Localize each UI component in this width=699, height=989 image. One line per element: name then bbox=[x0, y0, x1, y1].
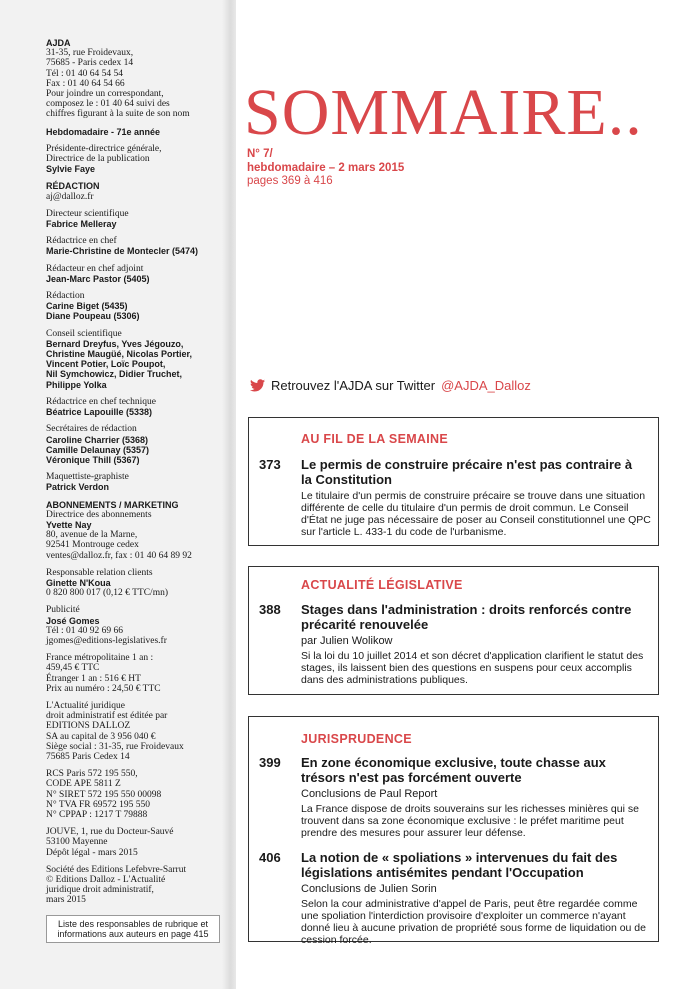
masthead-line: Directrice de la publication bbox=[46, 154, 150, 165]
masthead-line: jgomes@editions-legislatives.fr bbox=[46, 635, 167, 646]
masthead-block bbox=[46, 865, 232, 906]
article-author: Conclusions de Paul Report bbox=[301, 788, 438, 800]
article-summary: La France dispose de droits souverains sur les richesses minières qui se trouvent dans sa zone économique exclusive : le préfet maritime peut prendre des mesures pour assurer leur défense. bbox=[301, 803, 639, 839]
masthead-block bbox=[46, 769, 232, 820]
masthead-block bbox=[46, 264, 232, 284]
masthead-line: Marie-Christine de Montecler (5474) bbox=[46, 246, 199, 257]
masthead-line: 75685 - Paris cedex 14 bbox=[46, 58, 134, 69]
masthead-line: Société des Editions Lefebvre-Sarrut bbox=[46, 864, 187, 875]
masthead-line: N° CPPAP : 1217 T 79888 bbox=[46, 810, 148, 820]
page-title: SOMMAIRE.. bbox=[244, 76, 643, 149]
masthead-line: Diane Poupeau (5306) bbox=[46, 311, 140, 322]
masthead-block bbox=[46, 291, 232, 322]
issue-pages: pages 369 à 416 bbox=[247, 175, 333, 187]
masthead-line: 459,45 € TTC bbox=[46, 663, 100, 674]
article-page-number: 388 bbox=[259, 602, 281, 617]
masthead-line: Caroline Charrier (5368) bbox=[46, 434, 149, 445]
masthead-line: N° TVA FR 69572 195 550 bbox=[46, 799, 151, 810]
masthead-line: 53100 Mayenne bbox=[46, 837, 108, 848]
issue-date: hebdomadaire – 2 mars 2015 bbox=[247, 161, 405, 174]
twitter-promo bbox=[250, 378, 531, 393]
masthead-line: Ginette N'Koua bbox=[46, 577, 111, 588]
masthead bbox=[46, 38, 232, 913]
section-title: ACTUALITÉ LÉGISLATIVE bbox=[301, 578, 463, 592]
masthead-line: aj@dalloz.fr bbox=[46, 191, 94, 202]
masthead-line: Yvette Nay bbox=[46, 519, 92, 530]
section-box-actualite-legislative bbox=[248, 566, 659, 695]
masthead-line: France métropolitaine 1 an : bbox=[46, 653, 154, 664]
masthead-block bbox=[46, 701, 232, 762]
issue-info bbox=[247, 148, 404, 189]
masthead-line: juridique droit administratif, bbox=[46, 885, 154, 896]
article-page-number: 373 bbox=[259, 457, 281, 472]
masthead-line: Étranger 1 an : 516 € HT bbox=[46, 673, 141, 684]
article-page-number: 399 bbox=[259, 755, 281, 770]
masthead-block bbox=[46, 500, 232, 561]
masthead-line: Fabrice Melleray bbox=[46, 219, 117, 230]
article-summary: Le titulaire d'un permis de construire précaire se trouve dans une situation différente de celle du titulaire d'un permis de droit commun. Le Conseil d'État ne juge pas nécessaire de poser au Conseil constitutionnel une QPC sur l'article L. 433-1 du code de l'urbanisme. bbox=[301, 490, 651, 538]
article-title[interactable]: Le permis de construire précaire n'est pas contraire à la Constitution bbox=[301, 457, 633, 487]
masthead-line: Publicité bbox=[46, 605, 80, 616]
masthead-line: 75685 Paris Cedex 14 bbox=[46, 751, 130, 762]
masthead-block bbox=[46, 38, 232, 120]
masthead-line: Rédacteur en chef adjoint bbox=[46, 263, 144, 274]
masthead-line: Prix au numéro : 24,50 € TTC bbox=[46, 683, 161, 694]
masthead-line: Directrice des abonnements bbox=[46, 509, 152, 520]
masthead-line: JOUVE, 1, rue du Docteur-Sauvé bbox=[46, 827, 174, 838]
masthead-line: Siège social : 31-35, rue Froidevaux bbox=[46, 741, 184, 752]
masthead-line: CODE APE 5811 Z bbox=[46, 779, 121, 790]
editorial-notice-box bbox=[46, 915, 220, 943]
masthead-line: Sylvie Faye bbox=[46, 164, 96, 175]
article-author: Conclusions de Julien Sorin bbox=[301, 883, 437, 895]
masthead-line: Hebdomadaire - 71e année bbox=[46, 126, 161, 137]
masthead-line: EDITIONS DALLOZ bbox=[46, 721, 131, 732]
masthead-line: Vincent Potier, Loïc Poupot, bbox=[46, 359, 166, 370]
masthead-line: 92541 Montrouge cedex bbox=[46, 540, 139, 551]
masthead-block bbox=[46, 236, 232, 256]
masthead-line: Tél : 01 40 64 54 54 bbox=[46, 68, 124, 79]
masthead-line: Rédactrice en chef bbox=[46, 236, 117, 247]
article-page-number: 406 bbox=[259, 850, 281, 865]
article-title[interactable]: En zone économique exclusive, toute chasse aux trésors n'est pas forcément ouverte bbox=[301, 755, 606, 785]
article-title[interactable]: La notion de « spoliations » intervenues du fait des législations antisémites pendant l'Occupation bbox=[301, 850, 618, 880]
masthead-line: Pour joindre un correspondant, bbox=[46, 89, 164, 100]
masthead-line: Nil Symchowicz, Didier Truchet, bbox=[46, 369, 183, 380]
article-summary: Selon la cour administrative d'appel de Paris, peut être regardée comme une spoliation l'interdiction provisoire d'exploiter un commerce n'ayant donné lieu à aucune privation de propriété sous forme de liquidation ou de cession forcée. bbox=[301, 898, 646, 946]
masthead-block bbox=[46, 144, 232, 175]
article-author: par Julien Wolikow bbox=[301, 635, 393, 647]
twitter-text: Retrouvez l'AJDA sur Twitter bbox=[271, 378, 436, 393]
masthead-line: Conseil scientifique bbox=[46, 328, 122, 339]
masthead-line: N° SIRET 572 195 550 00098 bbox=[46, 789, 162, 800]
masthead-line: Maquettiste-graphiste bbox=[46, 472, 129, 483]
twitter-handle-link[interactable]: @AJDA_Dalloz bbox=[441, 378, 531, 393]
section-box-jurisprudence bbox=[248, 716, 659, 946]
masthead-line: Tél : 01 40 92 69 66 bbox=[46, 625, 124, 636]
masthead-line: Directeur scientifique bbox=[46, 208, 129, 219]
masthead-line: Jean-Marc Pastor (5405) bbox=[46, 273, 150, 284]
masthead-block bbox=[46, 127, 232, 137]
section-title: AU FIL DE LA SEMAINE bbox=[301, 432, 448, 446]
masthead-block bbox=[46, 653, 232, 694]
masthead-line: mars 2015 bbox=[46, 895, 86, 906]
section-box-au-fil bbox=[248, 417, 659, 546]
masthead-block bbox=[46, 605, 232, 646]
masthead-block bbox=[46, 397, 232, 417]
masthead-block bbox=[46, 424, 232, 465]
masthead-line: ventes@dalloz.fr, fax : 01 40 64 89 92 bbox=[46, 550, 192, 561]
masthead-line: 80, avenue de la Marne, bbox=[46, 530, 138, 541]
masthead-line: AJDA bbox=[46, 38, 71, 48]
masthead-line: Rédaction bbox=[46, 291, 85, 302]
masthead-line: Responsable relation clients bbox=[46, 567, 153, 578]
article-summary: Si la loi du 10 juillet 2014 et son décret d'application clarifient le statut des stages, ils laissent bien des questions en suspens pour ceux accomplis dans des administrations publiques. bbox=[301, 650, 644, 686]
masthead-line: Philippe Yolka bbox=[46, 379, 107, 390]
masthead-line: Rédactrice en chef technique bbox=[46, 396, 156, 407]
masthead-line: 0 820 800 017 (0,12 € TTC/mn) bbox=[46, 588, 169, 599]
masthead-line: Bernard Dreyfus, Yves Jégouzo, bbox=[46, 338, 184, 349]
masthead-line: SA au capital de 3 956 040 € bbox=[46, 731, 156, 742]
masthead-block bbox=[46, 181, 232, 201]
masthead-line: RCS Paris 572 195 550, bbox=[46, 769, 138, 780]
article-title[interactable]: Stages dans l'administration : droits renforcés contre précarité renouvelée bbox=[301, 602, 632, 632]
masthead-block bbox=[46, 568, 232, 599]
section-title: JURISPRUDENCE bbox=[301, 732, 412, 746]
issue-number: N° 7/ bbox=[247, 148, 273, 160]
masthead-line: droit administratif est éditée par bbox=[46, 711, 168, 722]
masthead-block bbox=[46, 827, 232, 858]
masthead-line: Carine Biget (5435) bbox=[46, 301, 128, 312]
masthead-line: RÉDACTION bbox=[46, 181, 100, 192]
masthead-line: 31-35, rue Froidevaux, bbox=[46, 48, 134, 59]
masthead-block bbox=[46, 209, 232, 229]
masthead-line: Secrétaires de rédaction bbox=[46, 424, 137, 435]
masthead-line: Camille Delaunay (5357) bbox=[46, 444, 150, 455]
twitter-bird-icon bbox=[250, 379, 265, 392]
masthead-line: Patrick Verdon bbox=[46, 482, 110, 493]
masthead-line: L'Actualité juridique bbox=[46, 700, 126, 711]
masthead-block bbox=[46, 472, 232, 492]
masthead-line: Dépôt légal - mars 2015 bbox=[46, 847, 138, 858]
masthead-line: Véronique Thill (5367) bbox=[46, 454, 140, 465]
masthead-line: Béatrice Lapouille (5338) bbox=[46, 407, 153, 418]
masthead-line: Présidente-directrice générale, bbox=[46, 143, 162, 154]
masthead-line: © Editions Dalloz - L'Actualité bbox=[46, 875, 166, 886]
editorial-notice-text: Liste des responsables de rubrique et informations aux auteurs en page 415 bbox=[57, 919, 209, 939]
masthead-block bbox=[46, 329, 232, 390]
masthead-line: chiffres figurant à la suite de son nom bbox=[46, 109, 190, 120]
masthead-line: ABONNEMENTS / MARKETING bbox=[46, 499, 179, 510]
masthead-line: José Gomes bbox=[46, 615, 100, 626]
masthead-line: composez le : 01 40 64 suivi des bbox=[46, 99, 170, 110]
masthead-line: Fax : 01 40 64 54 66 bbox=[46, 78, 125, 89]
masthead-line: Christine Maugüé, Nicolas Portier, bbox=[46, 349, 193, 360]
